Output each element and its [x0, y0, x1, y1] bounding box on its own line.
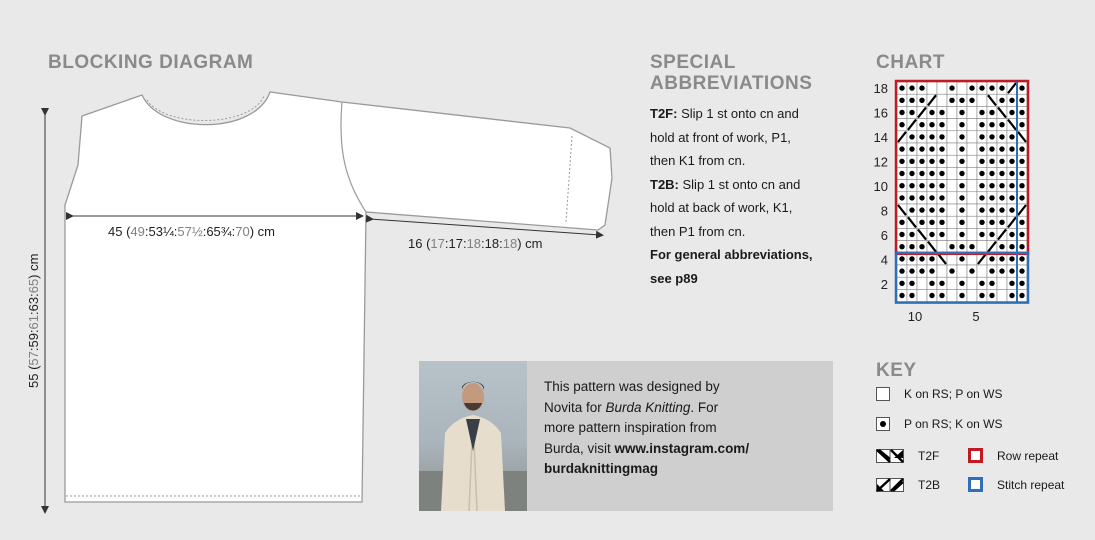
- purl-stitch: [899, 220, 904, 225]
- purl-stitch: [959, 220, 964, 225]
- purl-stitch: [1019, 232, 1024, 237]
- t2f-line-2: hold at front of work, P1,: [650, 129, 791, 145]
- purl-stitch: [919, 183, 924, 188]
- purl-stitch: [909, 85, 914, 90]
- chart-cell: [967, 180, 977, 192]
- designer-info-box: [419, 361, 833, 511]
- purl-stitch: [919, 195, 924, 200]
- purl-stitch: [979, 122, 984, 127]
- purl-stitch: [1009, 183, 1014, 188]
- model-photo: [419, 361, 527, 511]
- purl-stitch: [1019, 281, 1024, 286]
- chart-cell: [967, 131, 977, 143]
- purl-stitch: [1019, 122, 1024, 127]
- purl-stitch: [999, 207, 1004, 212]
- purl-stitch: [969, 85, 974, 90]
- purl-stitch: [1009, 110, 1014, 115]
- purl-stitch: [949, 85, 954, 90]
- purl-stitch: [929, 110, 934, 115]
- purl-stitch: [929, 256, 934, 261]
- row-label: 12: [873, 154, 888, 170]
- info-line-2b: . For: [690, 399, 719, 415]
- purl-stitch: [989, 183, 994, 188]
- purl-stitch: [899, 232, 904, 237]
- chart-cell: [997, 277, 1007, 289]
- purl-stitch: [939, 281, 944, 286]
- t2b-line-2: hold at back of work, K1,: [650, 200, 793, 215]
- purl-stitch: [899, 268, 904, 273]
- purl-stitch: [979, 146, 984, 151]
- chart-cell: [947, 155, 957, 167]
- purl-stitch: [939, 159, 944, 164]
- row-label: 2: [880, 277, 888, 292]
- row-label: 14: [873, 130, 888, 145]
- purl-stitch: [1009, 171, 1014, 176]
- purl-stitch: [1019, 195, 1024, 200]
- purl-stitch: [909, 183, 914, 188]
- purl-stitch: [899, 122, 904, 127]
- purl-stitch: [959, 256, 964, 261]
- purl-stitch: [1019, 244, 1024, 249]
- purl-stitch: [979, 195, 984, 200]
- info-line-4a: Burda, visit: [544, 440, 615, 456]
- info-line-5: [544, 459, 824, 480]
- purl-stitch: [929, 220, 934, 225]
- purl-stitch: [1019, 146, 1024, 151]
- info-line-2a: Novita for: [544, 399, 606, 415]
- purl-stitch: [939, 195, 944, 200]
- purl-stitch: [919, 268, 924, 273]
- row-label: 6: [880, 228, 888, 243]
- purl-stitch: [979, 293, 984, 298]
- col-label: 10: [907, 309, 923, 324]
- purl-stitch: [909, 134, 914, 139]
- purl-stitch: [979, 110, 984, 115]
- purl-stitch: [1009, 293, 1014, 298]
- chart-cell: [947, 204, 957, 216]
- purl-stitch: [1009, 232, 1014, 237]
- purl-stitch: [929, 268, 934, 273]
- purl-stitch: [989, 195, 994, 200]
- purl-stitch: [939, 146, 944, 151]
- purl-stitch: [909, 293, 914, 298]
- t2f-def-1: Slip 1 st onto cn and: [677, 106, 799, 121]
- purl-stitch: [909, 244, 914, 249]
- chart-grid: [896, 81, 1028, 303]
- purl-stitch: [1009, 207, 1014, 212]
- purl-stitch: [1019, 293, 1024, 298]
- purl-stitch: [999, 244, 1004, 249]
- purl-stitch: [1019, 171, 1024, 176]
- chart-cell: [917, 289, 927, 301]
- chart-cell: [947, 192, 957, 204]
- designer-info-text: [544, 377, 824, 480]
- key-row-repeat-label: Row repeat: [997, 448, 1059, 463]
- row-label: 10: [873, 179, 888, 194]
- row-label: 16: [873, 105, 888, 121]
- chart-cell: [957, 82, 967, 94]
- purl-stitch: [919, 244, 924, 249]
- chart-cell: [937, 82, 947, 94]
- purl-stitch: [899, 293, 904, 298]
- purl-stitch: [959, 159, 964, 164]
- purl-stitch: [979, 281, 984, 286]
- blocking-diagram-title: BLOCKING DIAGRAM: [48, 52, 254, 73]
- chart-cell: [937, 265, 947, 277]
- info-line-1: This pattern was designed by: [544, 379, 720, 394]
- purl-stitch: [959, 281, 964, 286]
- purl-stitch: [929, 159, 934, 164]
- width-label: 45 (49:53¼:57½:65¾:70) cm: [108, 224, 275, 239]
- purl-stitch: [999, 146, 1004, 151]
- chart-cell: [967, 228, 977, 240]
- info-line-4: [544, 439, 824, 460]
- purl-stitch: [899, 183, 904, 188]
- purl-stitch: [989, 256, 994, 261]
- instagram-handle[interactable]: burdaknittingmag: [544, 461, 658, 476]
- purl-stitch: [1009, 268, 1014, 273]
- key-t2f-label: T2F: [918, 448, 940, 463]
- chart-cell: [957, 265, 967, 277]
- purl-stitch: [949, 268, 954, 273]
- chart-cell: [947, 216, 957, 228]
- purl-stitch: [1019, 98, 1024, 103]
- purl-stitch: [899, 244, 904, 249]
- purl-stitch: [939, 207, 944, 212]
- chart-cell: [937, 241, 947, 253]
- length-label: 55 (57:59:61:63:65) cm: [26, 253, 41, 388]
- purl-stitch: [1019, 85, 1024, 90]
- purl-stitch: [929, 195, 934, 200]
- purl-stitch: [1019, 268, 1024, 273]
- chart-cell: [947, 167, 957, 179]
- purl-stitch: [989, 171, 994, 176]
- purl-stitch: [1009, 134, 1014, 139]
- purl-stitch: [1009, 244, 1014, 249]
- purl-stitch: [959, 195, 964, 200]
- purl-stitch: [969, 98, 974, 103]
- purl-stitch: [929, 232, 934, 237]
- purl-stitch: [899, 281, 904, 286]
- chart-cell: [947, 289, 957, 301]
- purl-stitch: [929, 146, 934, 151]
- key-title: KEY: [876, 360, 917, 381]
- purl-stitch: [909, 98, 914, 103]
- purl-stitch: [909, 159, 914, 164]
- purl-stitch: [919, 207, 924, 212]
- chart-cell: [967, 106, 977, 118]
- t2b-line-3: then P1 from cn.: [650, 223, 746, 239]
- t2f-symbol-icon: [876, 449, 904, 463]
- purl-stitch: [929, 293, 934, 298]
- key-knit: [876, 387, 1003, 401]
- purl-stitch: [979, 220, 984, 225]
- purl-stitch: [959, 232, 964, 237]
- key-t2b: [876, 477, 1064, 492]
- purl-stitch: [989, 293, 994, 298]
- purl-stitch: [959, 183, 964, 188]
- abbreviations-title-line2: ABBREVIATIONS: [650, 73, 813, 94]
- purl-stitch: [959, 171, 964, 176]
- purl-stitch: [1009, 159, 1014, 164]
- purl-stitch: [989, 110, 994, 115]
- t2b-symbol-icon: [876, 478, 904, 492]
- purl-stitch: [949, 244, 954, 249]
- purl-stitch: [999, 159, 1004, 164]
- chart-cell: [967, 277, 977, 289]
- purl-stitch: [979, 207, 984, 212]
- purl-stitch: [899, 256, 904, 261]
- chart-cell: [977, 265, 987, 277]
- purl-stitch: [919, 85, 924, 90]
- purl-stitch: [959, 134, 964, 139]
- chart-cell: [997, 289, 1007, 301]
- col-label: 5: [972, 309, 980, 324]
- chart-cell: [967, 289, 977, 301]
- purl-stitch: [989, 268, 994, 273]
- purl-stitch: [899, 159, 904, 164]
- purl-stitch: [1009, 146, 1014, 151]
- purl-stitch: [979, 85, 984, 90]
- purl-stitch: [939, 110, 944, 115]
- purl-stitch: [1009, 256, 1014, 261]
- instagram-link[interactable]: www.instagram.com/: [614, 440, 750, 456]
- purl-stitch: [939, 134, 944, 139]
- purl-stitch: [989, 85, 994, 90]
- purl-stitch: [939, 171, 944, 176]
- purl-stitch: [979, 171, 984, 176]
- knit-symbol-icon: [876, 387, 890, 401]
- purl-stitch: [999, 171, 1004, 176]
- t2b-def-1: Slip 1 st onto cn and: [678, 176, 801, 192]
- chart-cell: [947, 119, 957, 131]
- purl-stitch: [999, 98, 1004, 103]
- purl-stitch: [929, 183, 934, 188]
- purl-stitch: [1009, 195, 1014, 200]
- purl-stitch: [959, 122, 964, 127]
- purl-stitch: [989, 232, 994, 237]
- purl-stitch: [989, 134, 994, 139]
- purl-stitch: [989, 207, 994, 212]
- purl-stitch: [899, 110, 904, 115]
- row-label: 18: [873, 81, 888, 96]
- purl-stitch: [899, 98, 904, 103]
- purl-stitch: [999, 256, 1004, 261]
- purl-stitch: [989, 122, 994, 127]
- purl-stitch: [919, 122, 924, 127]
- chart-cell: [967, 204, 977, 216]
- t2b-term: T2B:: [650, 176, 679, 192]
- purl-stitch: [919, 220, 924, 225]
- key-stitch-repeat-label: Stitch repeat: [997, 477, 1065, 492]
- purl-stitch: [959, 146, 964, 151]
- chart-cell: [947, 277, 957, 289]
- key-t2f: [876, 448, 1058, 463]
- chart-cell: [937, 94, 947, 106]
- purl-stitch: [979, 232, 984, 237]
- purl-stitch: [899, 171, 904, 176]
- purl-stitch: [969, 244, 974, 249]
- stitch-repeat-swatch-icon: [968, 477, 983, 492]
- chart-cell: [967, 143, 977, 155]
- purl-stitch: [929, 171, 934, 176]
- chart-title: CHART: [876, 52, 945, 73]
- t2f-term: T2F:: [650, 106, 678, 121]
- chart-cell: [977, 241, 987, 253]
- purl-stitch: [909, 110, 914, 115]
- purl-stitch: [939, 232, 944, 237]
- row-label: 8: [880, 203, 888, 219]
- purl-stitch: [999, 220, 1004, 225]
- chart-cell: [967, 167, 977, 179]
- purl-stitch: [959, 110, 964, 115]
- purl-stitch: [939, 122, 944, 127]
- purl-stitch: [1019, 183, 1024, 188]
- purl-stitch: [1019, 159, 1024, 164]
- chart-cell: [927, 82, 937, 94]
- purl-stitch: [959, 244, 964, 249]
- purl-stitch: [939, 220, 944, 225]
- purl-stitch: [1009, 98, 1014, 103]
- purl-stitch: [899, 146, 904, 151]
- purl-stitch: [909, 171, 914, 176]
- purl-stitch: [909, 256, 914, 261]
- purl-stitch: [989, 146, 994, 151]
- purl-stitch: [939, 293, 944, 298]
- chart-cell: [977, 94, 987, 106]
- purl-stitch: [909, 207, 914, 212]
- purl-stitch: [1019, 110, 1024, 115]
- purl-stitch: [1019, 220, 1024, 225]
- key-t2b-label: T2B: [918, 477, 941, 492]
- chart-cell: [967, 216, 977, 228]
- purl-stitch: [999, 122, 1004, 127]
- row-repeat-swatch-icon: [968, 448, 983, 463]
- purl-stitch: [1019, 256, 1024, 261]
- general-abbr-line-1: For general abbreviations,: [650, 247, 813, 262]
- chart-cell: [967, 155, 977, 167]
- purl-stitch: [929, 281, 934, 286]
- purl-dot-icon: [876, 417, 890, 431]
- purl-stitch: [919, 256, 924, 261]
- purl-stitch: [989, 220, 994, 225]
- purl-stitch: [999, 134, 1004, 139]
- chart-row-labels: [874, 81, 888, 292]
- purl-stitch: [909, 281, 914, 286]
- general-abbr-line-2: see p89: [650, 270, 698, 286]
- purl-stitch: [989, 159, 994, 164]
- purl-stitch: [969, 268, 974, 273]
- purl-stitch: [919, 171, 924, 176]
- abbreviations-title-line1: SPECIAL: [650, 52, 736, 73]
- chart-cell: [947, 106, 957, 118]
- chart-cell: [917, 277, 927, 289]
- purl-stitch: [909, 232, 914, 237]
- purl-stitch: [949, 98, 954, 103]
- purl-stitch: [919, 146, 924, 151]
- chart-cell: [967, 192, 977, 204]
- chart-cell: [947, 143, 957, 155]
- purl-stitch: [979, 134, 984, 139]
- purl-stitch: [999, 183, 1004, 188]
- purl-stitch: [999, 195, 1004, 200]
- purl-stitch: [1009, 281, 1014, 286]
- purl-stitch: [999, 268, 1004, 273]
- purl-stitch: [959, 98, 964, 103]
- t2f-line-3: then K1 from cn.: [650, 153, 746, 168]
- purl-stitch: [929, 207, 934, 212]
- sleeve-label: 16 (17:17:18:18:18) cm: [408, 236, 543, 251]
- purl-stitch: [919, 159, 924, 164]
- purl-stitch: [919, 98, 924, 103]
- purl-stitch: [979, 159, 984, 164]
- chart-cell: [967, 119, 977, 131]
- magazine-name: Burda Knitting: [605, 399, 691, 415]
- row-label: 4: [880, 252, 888, 268]
- info-line-3: more pattern inspiration from: [544, 420, 717, 435]
- purl-stitch: [959, 293, 964, 298]
- purl-stitch: [909, 195, 914, 200]
- chart-cell: [947, 228, 957, 240]
- purl-stitch: [929, 122, 934, 127]
- key-purl-label: P on RS; K on WS: [904, 417, 1003, 431]
- purl-stitch: [929, 134, 934, 139]
- purl-stitch: [979, 183, 984, 188]
- key-purl: [876, 417, 1003, 431]
- purl-stitch: [959, 207, 964, 212]
- purl-stitch: [939, 183, 944, 188]
- purl-stitch: [989, 281, 994, 286]
- purl-stitch: [919, 134, 924, 139]
- purl-stitch: [909, 268, 914, 273]
- chart-cell: [947, 180, 957, 192]
- purl-stitch: [999, 85, 1004, 90]
- purl-stitch: [909, 146, 914, 151]
- chart-cell: [947, 131, 957, 143]
- key-knit-label: K on RS; P on WS: [904, 387, 1003, 401]
- info-line-2: [544, 398, 824, 419]
- purl-stitch: [899, 195, 904, 200]
- purl-stitch: [899, 85, 904, 90]
